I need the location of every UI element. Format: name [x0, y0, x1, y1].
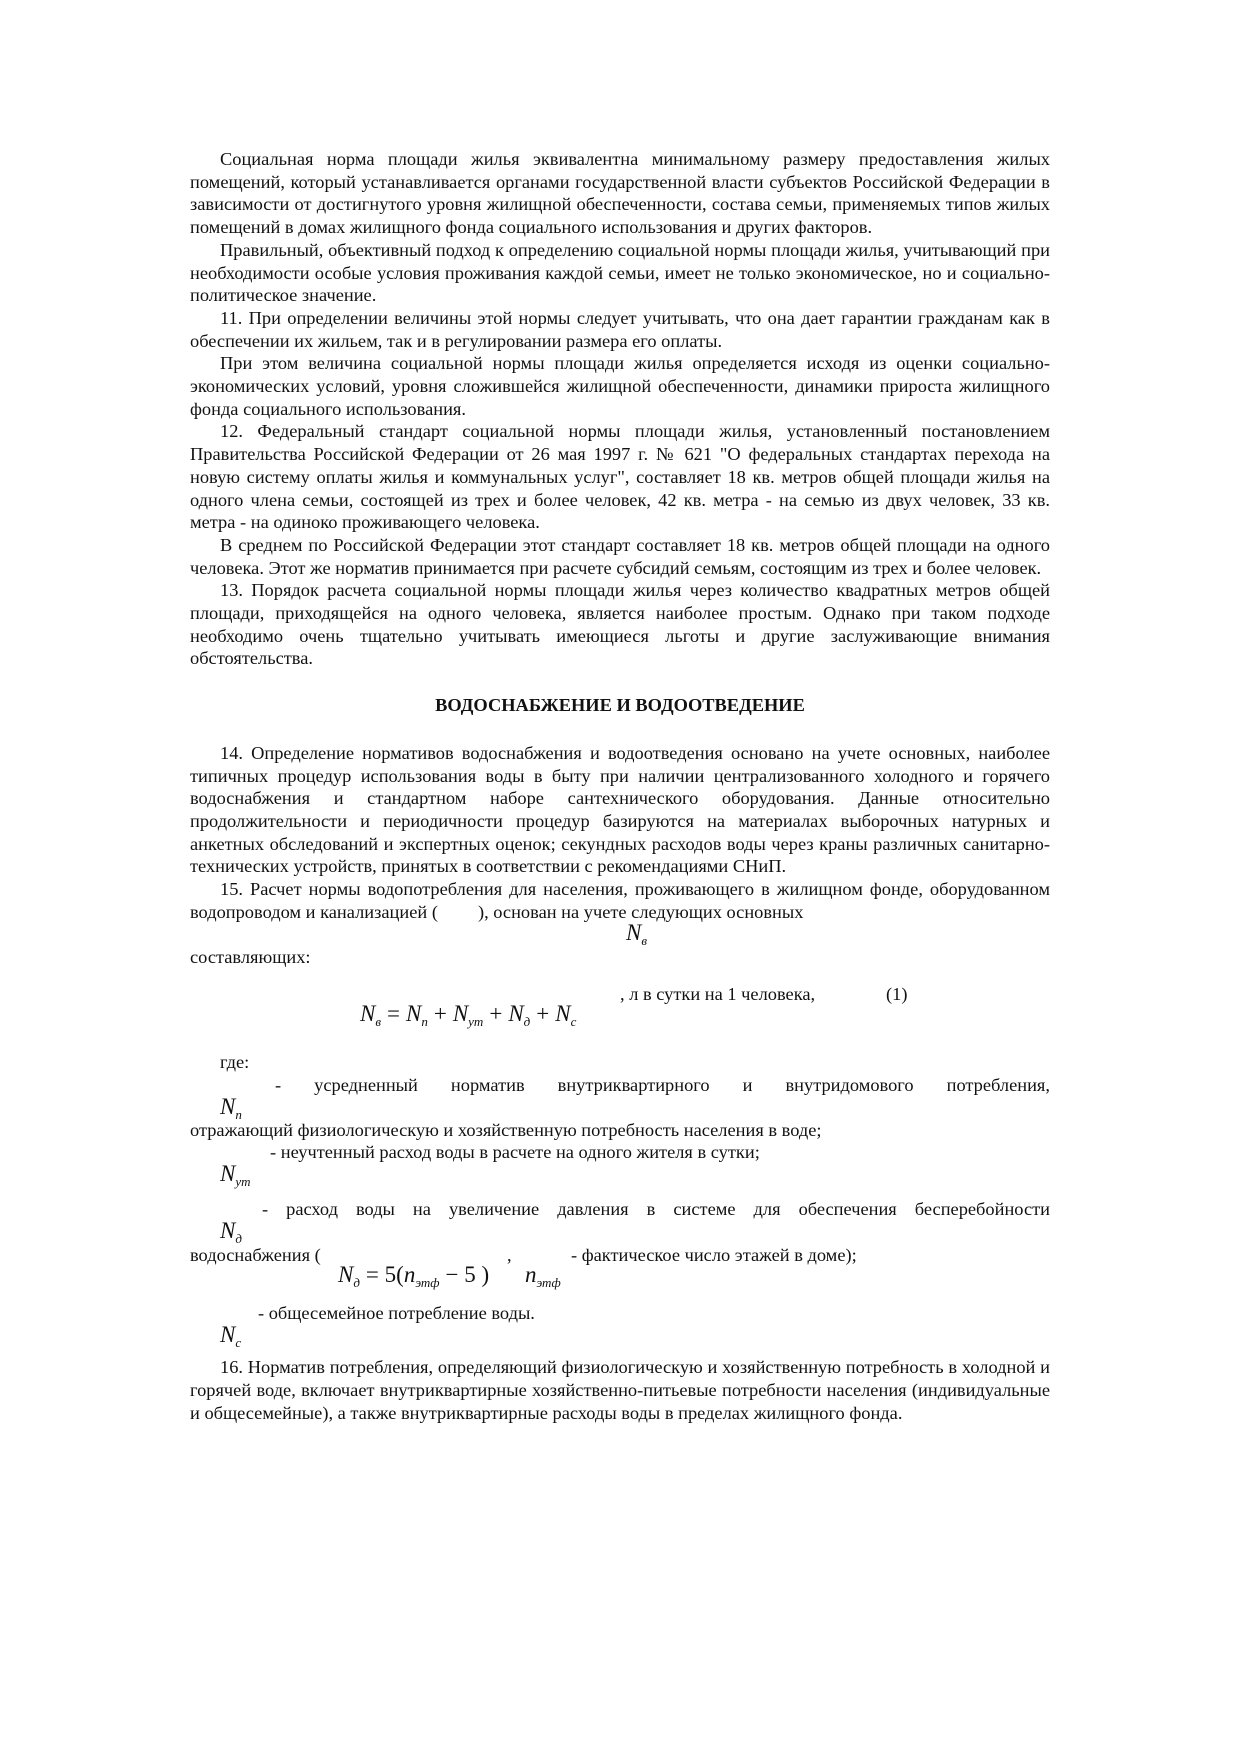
- equation-unit-text: , л в сутки на 1 человека,: [620, 983, 816, 1004]
- definition-n-ut: [190, 1141, 1050, 1188]
- definition-n-d: [190, 1198, 1050, 1247]
- symbol-n-s: $N_с$: [220, 1322, 242, 1351]
- paragraph-9: [190, 878, 1050, 949]
- paragraph-9-text-b: ), основан на учете следующих основных: [477, 901, 804, 922]
- equation-number: (1): [886, 983, 908, 1004]
- formula-n-d: $N_д = 5(n_{этф} - 5$ ): [338, 1262, 490, 1291]
- section-heading: ВОДОСНАБЖЕНИЕ И ВОДООТВЕДЕНИЕ: [435, 695, 805, 716]
- symbol-n-ut: $N_{ут}$: [220, 1161, 251, 1190]
- symbol-n-v: $N_в$: [626, 920, 647, 949]
- definition-n-s: [190, 1302, 1050, 1352]
- paragraph-6: В среднем по Российской Федерации этот стандарт составляет 18 кв. метров общей площади на одного человека. Этот же норматив принимается при расчете субсидий семьям, состоящим из трех и более человек.: [190, 534, 1050, 578]
- definition-n-s-text: - общесемейное потребление воды.: [258, 1303, 535, 1324]
- definition-n-p-text-b: отражающий физиологическую и хозяйственную потребность населения в воде;: [190, 1119, 822, 1140]
- paragraph-4: При этом величина социальной нормы площади жилья определяется исходя из оценки социально-экономических условий, уровня сложившейся жилищной обеспеченности, динамики прироста жилищного фонда социального использования.: [190, 353, 1050, 419]
- definition-n-ut-text: - неучтенный расход воды в расчете на одного жителя в сутки;: [270, 1142, 760, 1163]
- definition-n-d-text-b1: водоснабжения (: [190, 1245, 321, 1266]
- paragraph-9-text-c: составляющих:: [190, 947, 311, 968]
- symbol-n-d: $N_д$: [220, 1218, 242, 1247]
- paragraph-8: 14. Определение нормативов водоснабжения и водоотведения основано на учете основных, наиболее типичных процедур использования воды в быту при наличии централизованного холодного и горячего водоснабжения и стандартном наборе сантехнического оборудования. Данные относительно продолжительности и периодичности процедур базируются на материалах выборочных натурных и анкетных обследований и экспертных оценок; секундных расходов воды через краны различных санитарно-технических устройств, принятых в соответствии с рекомендациями СНиП.: [190, 742, 1050, 877]
- equation-1: [190, 983, 1050, 1045]
- equation-formula: $N_в = N_п + N_{ут} + N_д + N_с$: [360, 1000, 577, 1029]
- paragraph-3: 11. При определении величины этой нормы следует учитывать, что она дает гарантии гражданам как в обеспечении их жильем, так и в регулировании размера его оплаты.: [190, 307, 1050, 351]
- paragraph-7: 13. Порядок расчета социальной нормы площади жилья через количество квадратных метров общей площади, приходящейся на одного человека, является наиболее простым. Однако при таком подходе необходимо очень тщательно учитывать имеющиеся льготы и другие заслуживающие внимания обстоятельства.: [190, 580, 1050, 669]
- paragraph-1: Социальная норма площади жилья эквивалентна минимальному размеру предоставления жилых помещений, который устанавливается органами государственной власти субъектов Российской Федерации в зависимости от достигнутого уровня жилищной обеспеченности, состава семьи, применяемых типов жилых помещений в домах жилищного фонда социального использования и других факторов.: [190, 149, 1050, 238]
- paragraph-10: 16. Норматив потребления, определяющий физиологическую и хозяйственную потребность в холодной и горячей воде, включает внутриквартирные хозяйственно-питьевые потребности населения (индивидуальные и общесемейные), а также внутриквартирные расходы воды в пределах жилищного фонда.: [190, 1357, 1050, 1423]
- paragraph-5: 12. Федеральный стандарт социальной нормы площади жилья, установленный постановлением Правительства Российской Федерации от 26 мая 1997 г. № 621 "О федеральных стандартах перехода на новую систему оплаты жилья и коммунальных услуг", составляет 18 кв. метров общей площади жилья на одного члена семьи, состоящей из трех и более человек, 42 кв. метра - на семью из двух человек, 33 кв. метра - на одиноко проживающего человека.: [190, 421, 1050, 533]
- definition-n-p: [190, 1074, 1050, 1122]
- paragraph-2: Правильный, объективный подход к определению социальной нормы площади жилья, учитывающий при необходимости особые условия проживания каждой семьи, имеет не только экономическое, но и социально-политическое значение.: [190, 239, 1050, 306]
- symbol-n-etf: $n_{этф}$: [525, 1262, 561, 1291]
- symbol-n-p: $N_п$: [220, 1093, 242, 1122]
- definition-n-p-text-a: - усредненный норматив внутриквартирного и внутридомового потребления,: [275, 1074, 1050, 1095]
- definition-n-d-text-b3: - фактическое число этажей в доме);: [571, 1245, 857, 1266]
- definition-n-d-line-2: [190, 1244, 1050, 1296]
- definition-n-d-text-a: - расход воды на увеличение давления в системе для обеспечения бесперебойности: [262, 1199, 1050, 1220]
- definition-n-d-text-b2: ,: [507, 1245, 512, 1266]
- where-label: где:: [220, 1051, 250, 1072]
- paragraph-9-text-a: 15. Расчет нормы водопотребления для населения, проживающего в жилищном фонде, оборудованном водопроводом и канализацией (: [190, 879, 1050, 922]
- document-page: [190, 148, 1050, 1424]
